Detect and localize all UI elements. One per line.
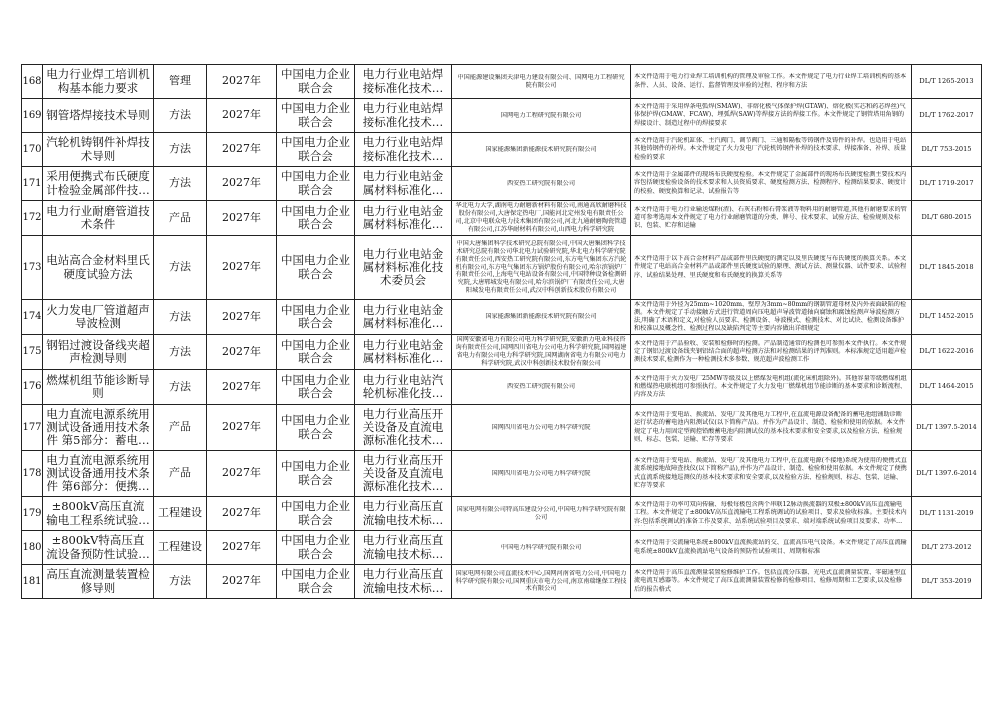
drafters-text: 中国大唐集团科学技术研究总院有限公司,中国大唐集团科学技术研究总院有限公司华北电力试验研究院,华北电力科学研究院有限责任公司,西安热工研究院有限公司,东方电气集团东方汽轮机有限公司,东方电气集团东方锅炉股份有限公司,哈尔滨锅炉厂有限责任公司,上海电气电站设备有限公司,中国特种设备检测研究院,大唐郓城发电有限公司,哈尔滨锅炉厂有限责任公司,大唐阳城发电有限责任公司,武汉中科创新技术股份有限公司 [455,239,627,295]
org-text: 中国电力企业联合会 [281,68,350,95]
cell-no [22,531,43,565]
drafters-text: 中国电力科学研究院有限公司 [500,543,582,551]
cell-org [277,167,355,201]
cell-committee [355,201,452,236]
cell-year [207,201,277,236]
cell-code [912,65,982,99]
org-text: 中国电力企业联合会 [281,338,350,365]
cell-year [207,65,277,99]
type-text: 产品 [169,211,191,224]
cell-committee [355,335,452,370]
cell-code [912,335,982,370]
cell-type [154,99,207,133]
cell-drafters [452,99,631,133]
cell-scope [631,99,912,133]
no-text: 173 [22,261,42,273]
cell-type [154,201,207,236]
cell-code [912,167,982,201]
cell-scope [631,565,912,599]
cell-org [277,565,355,599]
drafters-text: 国网电力工程研究院有限公司 [500,111,582,119]
cell-type [154,565,207,599]
committee-text: 电力行业电站焊接标准化技术委 [362,68,444,95]
cell-no [22,565,43,599]
drafters-text: 中国能源建设集团天津电力建设有限公司、国网电力工程研究院有限公司 [457,73,625,89]
scope-text: 本文件适用于高压直流测量装置检修维护工作。包括直流分压器、光电式直流测量装置、零磁通型直流电流互感器等。本文件规定了高压直流测量装置检修的检修项目、检修周期和工艺要求,以及检修后的报告格式 [634,569,907,593]
cell-org [277,370,355,405]
cell-year [207,565,277,599]
cell-no [22,497,43,531]
cell-name [43,133,154,167]
name-text: 高压直流测量装置检修导则 [46,568,150,595]
org-text: 中国电力企业联合会 [281,136,350,163]
cell-committee [355,405,452,451]
table-row [22,201,982,236]
committee-text: 电力行业电站金属材料标准化技 [362,338,444,365]
table-row [22,451,982,497]
cell-year [207,370,277,405]
cell-name [43,370,154,405]
table-row [22,335,982,370]
year-text: 2027年 [222,541,261,554]
drafters-text: 国网安徽省电力有限公司电力科学研究院,安徽新力电业科技咨询有限责任公司,国网四川省电力公司电力科学研究院,国网福建省电力有限公司电力科学研究院,国网湖南省电力有限公司电力科学研究院,武汉中科创新技术股份有限公司 [455,336,627,367]
cell-code [912,405,982,451]
cell-org [277,335,355,370]
cell-org [277,531,355,565]
name-text: 燃煤机组节能诊断导则 [46,373,150,400]
code-text: DL/T 1845-2018 [919,263,974,271]
committee-text: 电力行业电站焊接标准化技术委 [362,136,444,163]
code-text: DL/T 680-2015 [921,214,972,222]
cell-type [154,531,207,565]
year-text: 2027年 [222,143,261,156]
type-text: 方法 [169,575,191,588]
cell-org [277,133,355,167]
cell-code [912,300,982,335]
table-body [22,65,982,599]
cell-drafters [452,451,631,497]
code-text: DL/T 1131-2019 [919,509,974,517]
cell-code [912,236,982,300]
cell-name [43,451,154,497]
cell-org [277,99,355,133]
cell-name [43,335,154,370]
cell-org [277,405,355,451]
cell-type [154,236,207,300]
year-text: 2027年 [222,211,261,224]
cell-scope [631,201,912,236]
scope-text: 本文件适用于汽轮机缸体、主汽阀门、调节阀门、三通和隔板等铸钢件及铸件的补焊。也适用于电站其他铸钢件的补焊。本文件规定了火力发电厂汽轮机铸钢件补焊的技术要求、焊接准备、补焊、质量检验的要求 [634,137,907,161]
cell-no [22,201,43,236]
name-text: ±800kV特高压直流设备预防性试验规 [46,534,150,561]
cell-committee [355,531,452,565]
cell-year [207,99,277,133]
scope-text: 本文件适用于火力发电厂25MW等级及以上燃煤发电机组(流化床机组除外)。其他容量等级燃煤机组和燃煤热电联机组可参照执行。本文件规定了火力发电厂燃煤机组节能诊断的基本要求和诊断流程、内容及方法 [634,374,907,399]
no-text: 172 [22,212,42,224]
year-text: 2027年 [222,507,261,520]
code-text: DL/T 753-2015 [921,145,972,153]
name-text: 电站高合金材料里氏硬度试验方法 [46,254,150,281]
code-text: DL/T 1452-2015 [919,313,974,321]
name-text: 汽轮机铸钢件补焊技术导则 [46,136,150,163]
cell-no [22,167,43,201]
cell-type [154,133,207,167]
org-text: 中国电力企业联合会 [281,373,350,400]
cell-no [22,335,43,370]
cell-name [43,65,154,99]
name-text: 电力直流电源系统用测试设备通用技术条件 第5部分：蓄电池 [46,407,150,448]
cell-drafters [452,167,631,201]
no-text: 181 [22,575,42,587]
name-text: ±800kV高压直流输电工程系统试验规 [46,500,150,527]
org-text: 中国电力企业联合会 [281,534,350,561]
cell-code [912,451,982,497]
table-row [22,133,982,167]
scope-text: 本文件适用于外径为25mm~1020mm、壁厚为3mm~80mm的钢制管道母材及内外表面缺陷的检测。本文件规定了手动接触方式进行管道周向压电超声导波管道轴向腐蚀和腐蚀检测声导波检测方法,明确了术语和定义,对检验人员要求、检测设备、导波模式、检测技术、对比试块、检测设备维护和校准以及概念性、检测过程以及缺陷判定等主要内容做出详细规定 [634,300,907,333]
cell-name [43,531,154,565]
type-text: 产品 [169,421,191,434]
name-text: 钢管塔焊接技术导则 [46,108,150,122]
org-text: 中国电力企业联合会 [281,303,350,330]
cell-drafters [452,236,631,300]
table-row [22,565,982,599]
org-text: 中国电力企业联合会 [281,254,350,281]
cell-committee [355,133,452,167]
org-text: 中国电力企业联合会 [281,170,350,197]
scope-text: 本文件适用于电力行业输送煤粉(渣)、石灰石粉和石膏浆液等物料用的耐磨管道,其他有耐磨要求的管道可参考选用本文件规定了电力行业耐磨管道的分类、牌号、技术要求、试验方法、检验规则及标识、包装、贮存和运输 [634,205,907,230]
table-row [22,236,982,300]
year-text: 2027年 [222,310,261,323]
cell-type [154,300,207,335]
cell-committee [355,236,452,300]
no-text: 179 [22,507,42,519]
drafters-text: 国家电网有限公司直流技术中心,国网河南省电力公司,中国电力科学研究院有限公司,国网重庆市电力公司,南京南瑞继保工程技术有限公司 [455,569,627,593]
cell-no [22,300,43,335]
cell-drafters [452,497,631,531]
drafters-text: 国家能源集团新能源技术研究院有限公司 [485,313,597,321]
table-row [22,531,982,565]
cell-scope [631,405,912,451]
cell-scope [631,236,912,300]
scope-text: 本文件适用于采用焊条电弧焊(SMAW)、非熔化极气体保护焊(GTAW)、熔化极(实芯和药芯焊丝)气体保护焊(GMAW、FCAW)、埋弧焊(SAW)等焊接方法的焊接工作。本文件规定了钢管塔用角钢的焊接设计、制造过程中的焊接要求 [634,103,906,127]
type-text: 方法 [169,261,191,274]
drafters-text: 华北电力大学,湖南电力耐磨新材料有限公司,南通高欣耐磨科技股份有限公司,大唐保定热电厂,国能河北定州发电有限责任公司,北京中电联众电力技术集团有限公司,河北九通耐磨陶瓷管道有限公司,江苏华耐材料有限公司,山西电力科学研究院 [455,202,627,233]
cell-scope [631,65,912,99]
name-text: 电力行业耐磨管道技术条件 [46,204,150,231]
cell-drafters [452,65,631,99]
cell-name [43,236,154,300]
type-text: 方法 [169,345,191,358]
cell-no [22,99,43,133]
cell-drafters [452,531,631,565]
year-text: 2027年 [222,109,261,122]
table-row [22,497,982,531]
cell-committee [355,497,452,531]
type-text: 方法 [169,380,191,393]
scope-text: 本文件适用于交流输电系统±800kV直流换流站的交、直流高压电气设备。本文件规定了高压直流输电系统±800kV直流换流站电气设备的预防性试验项目、周期和标准 [634,539,907,555]
cell-no [22,370,43,405]
drafters-text: 西安热工研究院有限公司 [506,383,576,391]
scope-text: 本文件适用于变电站、换流站、发电厂及其他电力工程中,在直流电源设备配备的蓄电池组铺助诊断运行状态的蓄电池内阻测试仪(以下简称产品)。并作为产品设计、制造、检验和使用的依据。本文件规定了电力用固定型阀控铅酸蓄电池内阻测试仪的基本技术要求和安全要求,以及检验方法、检验规则、标志、包装、运输、贮存等要求 [634,411,905,443]
drafters-text: 国网四川省电力公司电力科学研究院 [491,423,591,431]
code-text: DL/T 1265-2013 [919,77,974,85]
cell-code [912,497,982,531]
cell-scope [631,497,912,531]
org-text: 中国电力企业联合会 [281,102,350,129]
drafters-text: 国家电网有限公司特高压建设分公司,中国电力科学研究院有限公司 [456,505,626,521]
cell-year [207,451,277,497]
committee-text: 电力行业电站金属材料标准化技 [362,204,444,231]
committee-text: 电力行业高压直流输电技术标准 [362,568,444,595]
name-text: 电力直流电源系统用测试设备通用技术条件 第6部分：便携式 [46,453,150,494]
scope-text: 本文件适用于产品验收、安装和检修时的检测。产品制造通常的检测也可参照本文件执行。本文件规定了钢铝过渡设备线夹钢铝结合面的超声检测方法和对检测结果的评判准则。本标准规定适用超声检测技术要求,检测作为一种检测技术多参数、规范超声波检测工作 [634,339,907,364]
org-text: 中国电力企业联合会 [281,500,350,527]
name-text: 采用便携式布氏硬度计检验金属部件技术 [46,170,150,197]
cell-year [207,167,277,201]
code-text: DL/T 1397.6-2014 [916,469,977,477]
code-text: DL/T 353-2019 [921,577,972,585]
year-text: 2027年 [222,380,261,393]
cell-committee [355,167,452,201]
committee-text: 电力行业高压直流输电技术标准 [362,500,444,527]
no-text: 175 [22,346,42,358]
year-text: 2027年 [222,421,261,434]
year-text: 2027年 [222,177,261,190]
year-text: 2027年 [222,467,261,480]
cell-year [207,335,277,370]
cell-scope [631,300,912,335]
cell-code [912,531,982,565]
table-row [22,65,982,99]
year-text: 2027年 [222,75,261,88]
cell-no [22,405,43,451]
drafters-text: 国家能源集团新能源技术研究院有限公司 [485,145,597,153]
table-row [22,300,982,335]
committee-text: 电力行业电站金属材料标准化技术委员会 [362,247,444,288]
cell-type [154,405,207,451]
cell-code [912,201,982,236]
cell-drafters [452,201,631,236]
cell-year [207,497,277,531]
no-text: 177 [22,421,42,433]
cell-scope [631,531,912,565]
cell-committee [355,370,452,405]
cell-type [154,65,207,99]
org-text: 中国电力企业联合会 [281,568,350,595]
year-text: 2027年 [222,261,261,274]
cell-org [277,65,355,99]
scope-text: 本文件适用于功率可双向传输、每极每极包含两个串联12脉动换流器的双极±800kV高压直流输电工程。本文件规定了±800kV高压直流输电工程系统调试的试验项目、要求及验收标准。主要技术内容:包括系统调试的准备工作及要求、站系统试验项目及要求、端对端系统试验项目及要求、功率正 [634,501,907,525]
cell-year [207,133,277,167]
no-text: 178 [22,467,42,479]
cell-code [912,133,982,167]
drafters-text: 国网四川省电力公司电力科学研究院 [491,469,591,477]
cell-type [154,335,207,370]
cell-name [43,99,154,133]
type-text: 工程建设 [158,541,202,554]
cell-year [207,300,277,335]
year-text: 2027年 [222,575,261,588]
cell-name [43,300,154,335]
type-text: 方法 [169,310,191,323]
code-text: DL/T 1762-2017 [919,111,974,119]
org-text: 中国电力企业联合会 [281,460,350,487]
table-row [22,370,982,405]
no-text: 176 [22,381,42,393]
committee-text: 电力行业高压开关设备及直流电源标准化技术委 [362,407,444,448]
type-text: 方法 [169,109,191,122]
committee-text: 电力行业电站金属材料标准化技 [362,303,444,330]
org-text: 中国电力企业联合会 [281,414,350,441]
year-text: 2027年 [222,345,261,358]
cell-org [277,236,355,300]
cell-name [43,497,154,531]
scope-text: 本文件适用于以下高合金材料产品或部件里氏硬度的测定以及里氏硬度与布氏硬度的换算关系。本文件规定了电站高合金材料产品或部件里氏硬度试验的原理、测试方法、测量仪器、试件要求、试验程序、试验结果处理、里氏硬度和布氏硬度的换算关系等 [634,255,907,279]
cell-committee [355,451,452,497]
cell-scope [631,370,912,405]
cell-year [207,405,277,451]
org-text: 中国电力企业联合会 [281,204,350,231]
cell-scope [631,133,912,167]
type-text: 工程建设 [158,507,202,520]
scope-text: 本文件适用于变电站、换流站、发电厂及其他电力工程中,在直流电源(不接地)系统为使用的便携式直流系统接地故障查找仪(以下简称产品),并作为产品设计、制造、检验和使用依据。本文件规定了便携式直流系统接地巡测仪的基本技术要求和安全要求,以及检验方法、检验规则、标志、包装、运输、贮存等要求 [634,457,907,489]
cell-name [43,201,154,236]
committee-text: 电力行业电站焊接标准化技术委 [362,102,444,129]
cell-committee [355,65,452,99]
cell-drafters [452,565,631,599]
cell-type [154,370,207,405]
cell-org [277,451,355,497]
cell-no [22,65,43,99]
cell-type [154,167,207,201]
committee-text: 电力行业高压直流输电技术标准 [362,534,444,561]
cell-no [22,133,43,167]
cell-code [912,565,982,599]
cell-org [277,300,355,335]
cell-org [277,201,355,236]
cell-drafters [452,405,631,451]
cell-code [912,99,982,133]
no-text: 169 [22,109,42,121]
cell-code [912,370,982,405]
table-row [22,167,982,201]
cell-committee [355,300,452,335]
committee-text: 电力行业高压开关设备及直流电源标准化技术委 [362,453,444,494]
cell-no [22,451,43,497]
cell-scope [631,335,912,370]
cell-year [207,531,277,565]
cell-drafters [452,370,631,405]
cell-name [43,167,154,201]
no-text: 171 [22,177,42,189]
no-text: 174 [22,311,42,323]
no-text: 168 [22,75,42,87]
cell-scope [631,451,912,497]
table-row [22,99,982,133]
scope-text: 本文件适用于金属部件的现场布氏硬度检验。本文件规定了金属部件的现场布氏硬度检测主要技术内容包括硬度检验设备的技术要求和人员资质要求、硬度检测方法、检测程序、检测结果要求、硬度计的校验、硬度换算和记录、试验报告等 [634,171,907,195]
type-text: 产品 [169,467,191,480]
cell-drafters [452,300,631,335]
name-text: 电力行业焊工培训机构基本能力要求 [46,68,150,95]
cell-committee [355,565,452,599]
no-text: 170 [22,143,42,155]
type-text: 方法 [169,177,191,190]
code-text: DL/T 1719-2017 [919,179,974,187]
cell-drafters [452,335,631,370]
code-text: DL/T 1464-2015 [919,383,974,391]
no-text: 180 [22,541,42,553]
cell-name [43,405,154,451]
cell-name [43,565,154,599]
table-row [22,405,982,451]
cell-type [154,451,207,497]
cell-committee [355,99,452,133]
cell-type [154,497,207,531]
cell-year [207,236,277,300]
committee-text: 电力行业电站金属材料标准化技 [362,170,444,197]
cell-no [22,236,43,300]
cell-org [277,497,355,531]
drafters-text: 西安热工研究院有限公司 [506,179,576,187]
cell-scope [631,167,912,201]
type-text: 管理 [169,75,191,88]
type-text: 方法 [169,143,191,156]
standards-table [21,64,982,599]
scope-text: 本文件适用于电力行业焊工培训机构的管理及审验工作。本文件规定了电力行业焊工培训机构的基本条件、人员、设备、运行、监督管理及审验的过程、程序和方法 [634,73,907,89]
code-text: DL/T 273-2012 [921,543,972,551]
name-text: 钢铝过渡设备线夹超声检测导则 [46,338,150,365]
code-text: DL/T 1622-2016 [919,348,974,356]
code-text: DL/T 1397.5-2014 [916,423,977,431]
name-text: 火力发电厂管道超声导波检测 [46,303,150,330]
committee-text: 电力行业电站汽轮机标准化技术 [362,373,444,400]
cell-drafters [452,133,631,167]
